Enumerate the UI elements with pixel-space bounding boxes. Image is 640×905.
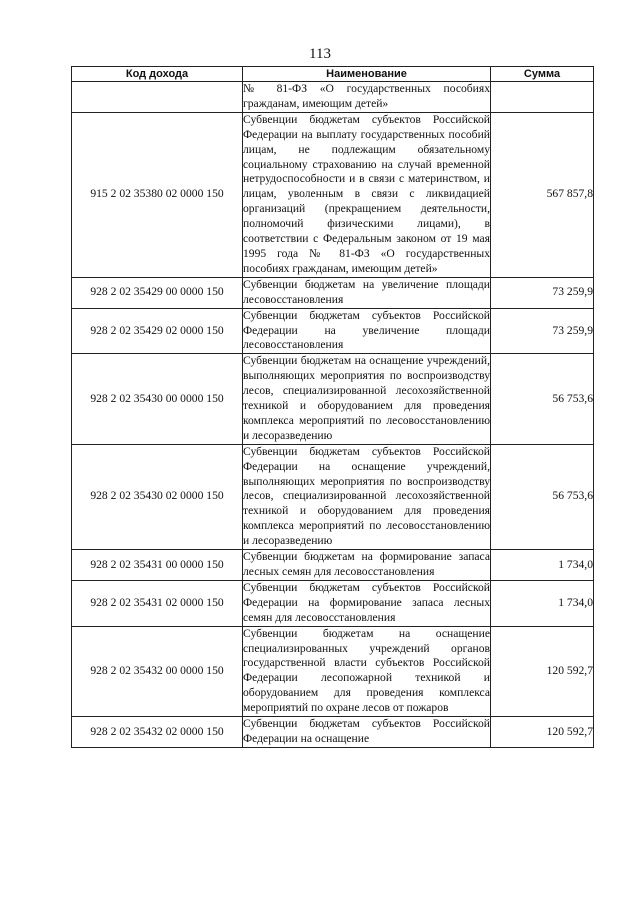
- income-sum: 120 592,7: [491, 626, 594, 716]
- table-row: [72, 580, 594, 626]
- table-row: [72, 354, 594, 444]
- income-code: 928 2 02 35431 00 0000 150: [72, 550, 243, 581]
- header-name: Наименование: [243, 67, 491, 82]
- income-code: 928 2 02 35430 00 0000 150: [72, 354, 243, 444]
- table-row: [72, 308, 594, 354]
- table-row: [72, 717, 594, 748]
- income-name: Субвенции бюджетам на увеличение площади лесовосстановления: [243, 277, 491, 308]
- page-number: 113: [309, 46, 331, 62]
- income-code: 928 2 02 35431 02 0000 150: [72, 580, 243, 626]
- table-row: [72, 550, 594, 581]
- income-name: № 81-ФЗ «О государственных пособиях гражданам, имеющим детей»: [243, 82, 491, 113]
- income-table: [71, 66, 594, 748]
- income-code: 928 2 02 35430 02 0000 150: [72, 444, 243, 549]
- table-row: [72, 82, 594, 113]
- income-sum: 73 259,9: [491, 277, 594, 308]
- income-code: 928 2 02 35432 00 0000 150: [72, 626, 243, 716]
- income-name: Субвенции бюджетам субъектов Российской Федерации на формирование запаса лесных семян для лесовосстановления: [243, 580, 491, 626]
- income-sum: [491, 82, 594, 113]
- header-code: Код дохода: [72, 67, 243, 82]
- income-code: [72, 82, 243, 113]
- income-name: Субвенции бюджетам субъектов Российской Федерации на оснащение: [243, 717, 491, 748]
- income-code: 928 2 02 35432 02 0000 150: [72, 717, 243, 748]
- table-row: [72, 112, 594, 277]
- income-code: 915 2 02 35380 02 0000 150: [72, 112, 243, 277]
- income-name: Субвенции бюджетам на оснащение учреждений, выполняющих мероприятия по воспроизводству лесов, специализированной лесохозяйственной техникой и оборудованием для проведения комплекса мероприятий по лесовосстановлению и лесоразведению: [243, 354, 491, 444]
- header-sum: Сумма: [491, 67, 594, 82]
- income-sum: 120 592,7: [491, 717, 594, 748]
- income-name: Субвенции бюджетам субъектов Российской Федерации на увеличение площади лесовосстановления: [243, 308, 491, 354]
- income-sum: 567 857,8: [491, 112, 594, 277]
- income-name: Субвенции бюджетам субъектов Российской Федерации на выплату государственных пособий лицам, не подлежащим обязательному социальному страхованию на случай временной нетрудоспособности и в связи с материнством, и лицам, уволенным в связи с ликвидацией организаций (прекращением деятельности, полномочий физическими лицами), в соответствии с Федеральным законом от 19 мая 1995 года № 81-ФЗ «О государственных пособиях гражданам, имеющим детей»: [243, 112, 491, 277]
- income-sum: 56 753,6: [491, 354, 594, 444]
- income-name: Субвенции бюджетам на формирование запаса лесных семян для лесовосстановления: [243, 550, 491, 581]
- income-sum: 73 259,9: [491, 308, 594, 354]
- table-row: [72, 277, 594, 308]
- income-sum: 1 734,0: [491, 580, 594, 626]
- income-name: Субвенции бюджетам субъектов Российской Федерации на оснащение учреждений, выполняющих мероприятия по воспроизводству лесов, специализированной лесохозяйственной техникой и оборудованием для проведения комплекса мероприятий по лесовосстановлению и лесоразведению: [243, 444, 491, 549]
- income-sum: 1 734,0: [491, 550, 594, 581]
- income-name: Субвенции бюджетам на оснащение специализированных учреждений органов государственной власти субъектов Российской Федерации лесопожарной техникой и оборудованием для проведения комплекса мероприятий по охране лесов от пожаров: [243, 626, 491, 716]
- table-row: [72, 626, 594, 716]
- table-header-row: [72, 67, 594, 82]
- table-row: [72, 444, 594, 549]
- income-code: 928 2 02 35429 02 0000 150: [72, 308, 243, 354]
- income-code: 928 2 02 35429 00 0000 150: [72, 277, 243, 308]
- income-sum: 56 753,6: [491, 444, 594, 549]
